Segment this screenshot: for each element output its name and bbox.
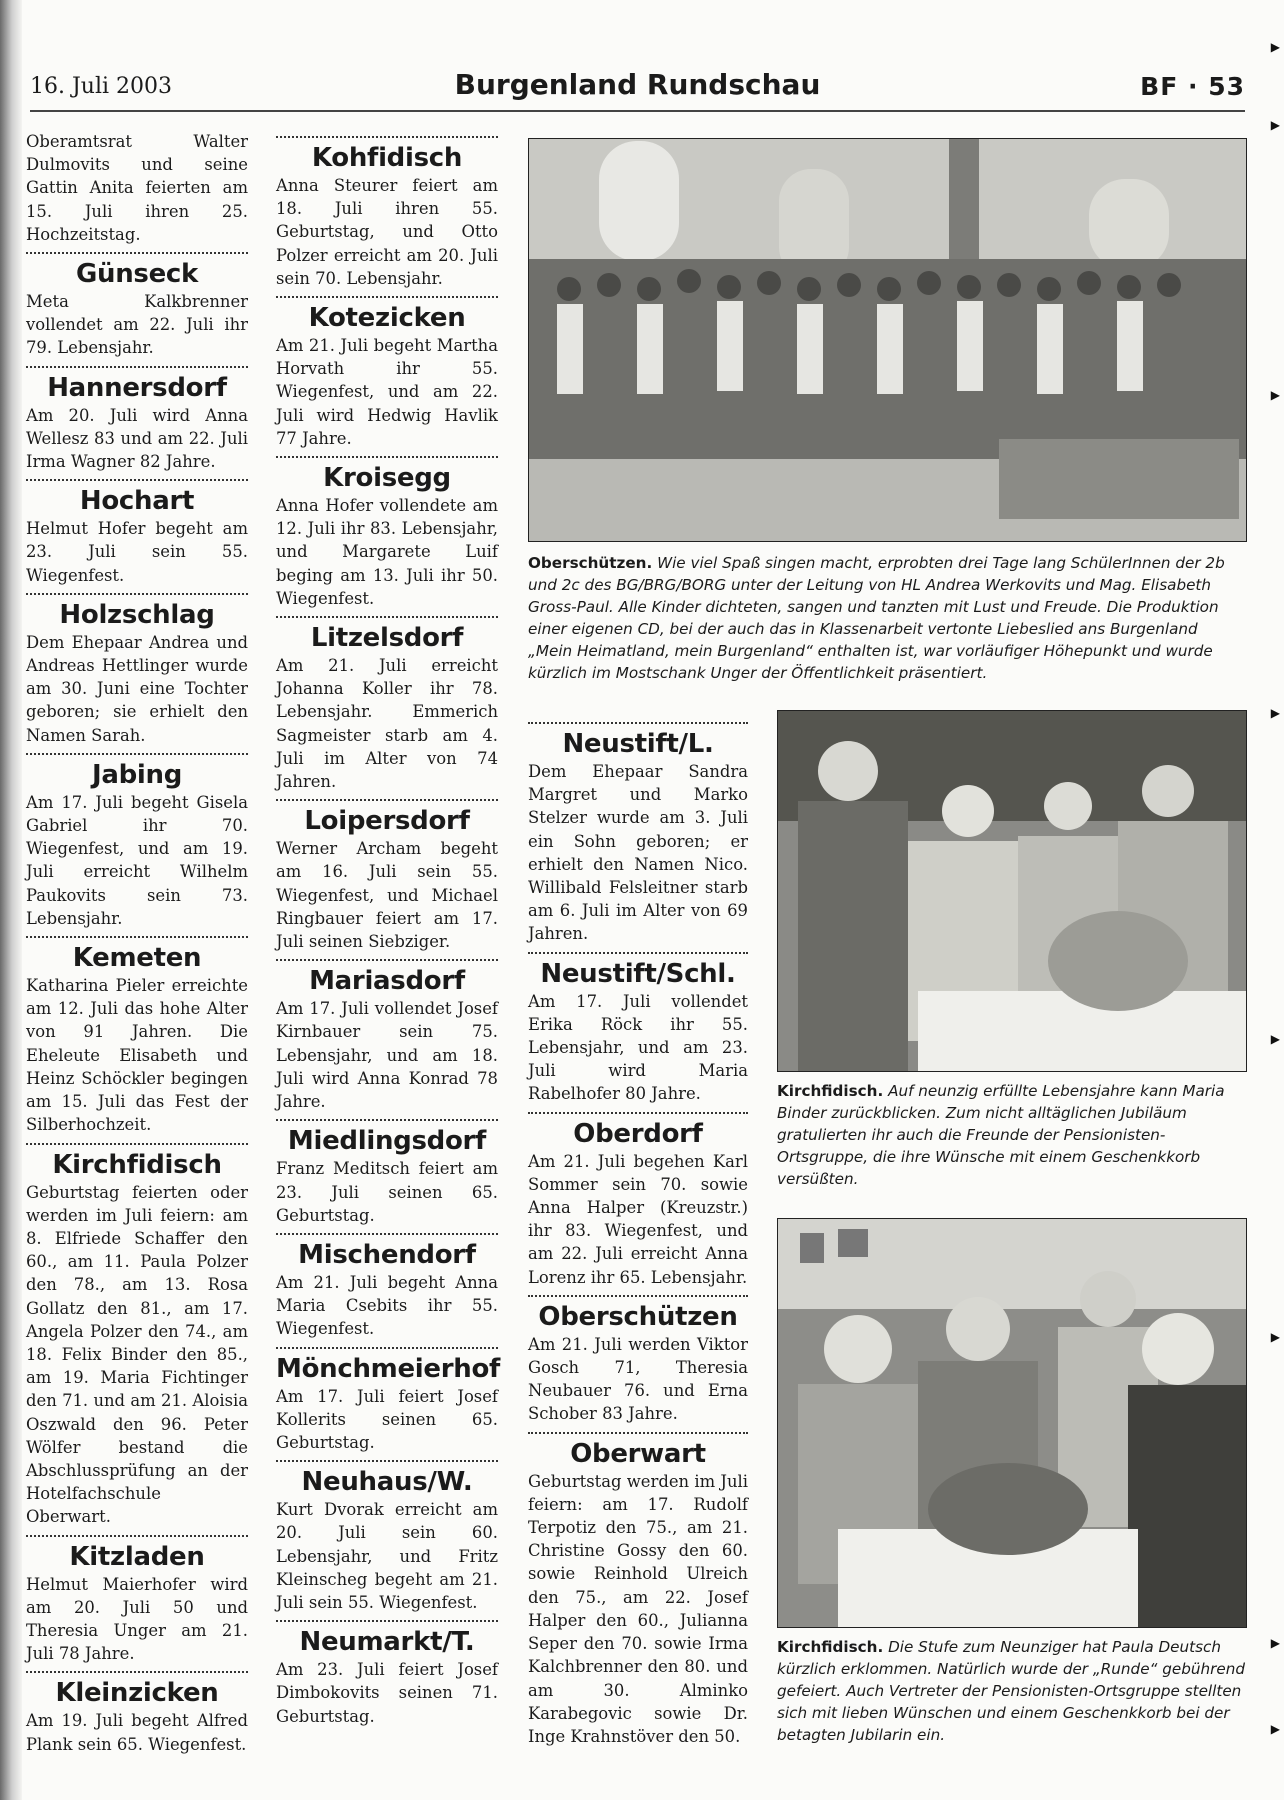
item-text: Helmut Hofer begeht am 23. Juli sein 55. Wiegenfest. xyxy=(26,519,248,585)
group-photo-image xyxy=(778,1219,1246,1627)
news-item xyxy=(528,1432,748,1748)
issue-date: 16. Juli 2003 xyxy=(30,74,173,99)
dotted-divider xyxy=(528,722,748,724)
village-heading: Loipersdorf xyxy=(304,806,470,837)
item-text: Am 17. Juli begeht Gisela Gabriel ihr 70. Wiegenfest, und am 19. Juli erreicht Wilhelm Paukovits sein 73. Lebensjahr. xyxy=(26,792,248,928)
village-heading: Kohfidisch xyxy=(311,143,463,173)
news-item xyxy=(26,1535,248,1666)
dotted-divider xyxy=(276,296,498,298)
dotted-divider xyxy=(528,1112,748,1114)
item-text: Am 17. Juli vollendet Josef Kirnbauer sein 75. Lebensjahr, und am 18. Juli wird Anna Konrad 78 Jahre. xyxy=(276,999,498,1112)
item-text: Geburtstag werden im Juli feiern: am 17. Rudolf Terpotiz den 75., am 21. Christine Gossy den 60. sowie Reinhold Ulreich den 75., am 22. Josef Halper den 60., Julianna Seper den 70. sowie Irma Kalchbrenner den 80. und am 30. Alminko Karabegovic sowie Dr. Inge Krahnstöver den 50. xyxy=(528,1471,748,1746)
village-heading: Oberdorf xyxy=(573,1118,703,1149)
dotted-divider xyxy=(276,616,498,618)
news-item xyxy=(26,753,248,930)
group-photo xyxy=(777,1218,1247,1628)
news-item xyxy=(276,1460,498,1614)
dotted-divider xyxy=(276,1347,498,1349)
dotted-divider xyxy=(26,252,248,254)
village-heading: Hochart xyxy=(79,486,195,517)
news-item xyxy=(528,1295,748,1426)
village-heading: Mischendorf xyxy=(298,1239,476,1270)
dotted-divider xyxy=(276,1620,498,1622)
news-item xyxy=(26,479,248,587)
dotted-divider xyxy=(26,366,248,368)
dotted-divider xyxy=(276,1233,498,1235)
caption-place: Oberschützen. xyxy=(528,554,653,572)
item-text: Am 21. Juli erreicht Johanna Koller ihr 78. Lebensjahr. Emmerich Sagmeister starb am 4. Juli im Alter von 74 Jahren. xyxy=(276,656,498,792)
margin-marker: ▶ xyxy=(1270,40,1280,54)
village-heading: Mönchmeierhof xyxy=(276,1353,501,1384)
item-text: Am 21. Juli begeht Anna Maria Csebits ihr 55. Wiegenfest. xyxy=(276,1272,498,1339)
item-text: Dem Ehepaar Andrea und Andreas Hettlinger wurde am 30. Juni eine Tochter geboren; sie erhielt den Namen Sarah. xyxy=(26,632,248,745)
item-text: Am 20. Juli wird Anna Wellesz 83 und am 22. Juli Irma Wagner 82 Jahre. xyxy=(26,405,248,472)
margin-marker: ▶ xyxy=(1270,1032,1280,1046)
item-text: Dem Ehepaar Sandra Margret und Marko Stelzer wurde am 3. Juli ein Sohn geboren; er erhielt den Namen Nico. Willibald Felsleitner starb am 6. Juli im Alter von 69 Jahren. xyxy=(528,762,748,944)
item-text: Am 23. Juli feiert Josef Dimbokovits seinen 71. Geburtstag. xyxy=(276,1660,498,1726)
news-item xyxy=(26,130,248,246)
news-item xyxy=(26,593,248,747)
dotted-divider xyxy=(528,952,748,954)
dotted-divider xyxy=(276,1460,498,1462)
village-heading: Neumarkt/T. xyxy=(299,1627,475,1658)
item-text: Anna Steurer feiert am 18. Juli ihren 55. Geburtstag, und Otto Polzer erreicht am 20. Juli sein 70. Lebensjahr. xyxy=(276,176,498,288)
news-item xyxy=(276,799,498,953)
item-text: Am 19. Juli begeht Alfred Plank sein 65. Wiegenfest. xyxy=(26,1711,248,1754)
margin-marker: ▶ xyxy=(1270,1722,1280,1736)
village-heading: Kitzladen xyxy=(69,1541,205,1572)
item-text: Am 21. Juli werden Viktor Gosch 71, Theresia Neubauer 76. und Erna Schober 83 Jahre. xyxy=(528,1334,748,1424)
dotted-divider xyxy=(26,1143,248,1145)
group-caption-2 xyxy=(777,1080,1247,1190)
item-text: Meta Kalkbrenner vollendet am 22. Juli ihr 79. Lebensjahr. xyxy=(26,292,248,358)
column-1 xyxy=(26,130,248,1756)
dotted-divider xyxy=(26,1671,248,1673)
village-heading: Mariasdorf xyxy=(309,966,465,997)
news-item xyxy=(26,252,248,360)
caption-text: Die Stufe zum Neunziger hat Paula Deutsch kürzlich erklommen. Natürlich wurde der „Runde“ gebührend gefeiert. Auch Vertreter der Pensionisten-Ortsgruppe stellten sich mit lieben Wünschen und einem Geschenkkorb bei der betagten Jubilarin ein. xyxy=(777,1638,1245,1744)
village-heading: Neustift/Schl. xyxy=(540,958,736,989)
choir-photo-image xyxy=(529,139,1246,541)
news-item xyxy=(528,722,748,946)
group-photo xyxy=(777,710,1247,1072)
column-2 xyxy=(276,130,501,1728)
news-item xyxy=(276,1347,501,1455)
village-heading: Miedlingsdorf xyxy=(287,1126,487,1157)
news-item xyxy=(276,1119,498,1227)
item-text: Werner Archam begeht am 16. Juli sein 55. Wiegenfest, und Michael Ringbauer feiert am 17. Juli seinen Siebziger. xyxy=(276,839,498,952)
item-text: Anna Hofer vollendete am 12. Juli ihr 83. Lebensjahr, und Margarete Luif beging am 13. Juli ihr 50. Wiegenfest. xyxy=(276,496,498,608)
caption-place: Kirchfidisch. xyxy=(777,1638,884,1656)
caption-place: Kirchfidisch. xyxy=(777,1082,884,1100)
item-text: Kurt Dvorak erreicht am 20. Juli sein 60. Lebensjahr, und Fritz Kleinscheg begeht am 21. Juli sein 55. Wiegenfest. xyxy=(276,1500,498,1612)
village-heading: Jabing xyxy=(91,759,183,790)
dotted-divider xyxy=(26,593,248,595)
dotted-divider xyxy=(276,1119,498,1121)
dotted-divider xyxy=(276,136,498,138)
village-heading: Günseck xyxy=(75,259,199,290)
group-photo-image xyxy=(778,711,1246,1071)
news-item xyxy=(528,1112,748,1289)
news-item xyxy=(26,366,248,474)
news-item xyxy=(276,1620,498,1728)
village-heading: Neustift/L. xyxy=(562,729,714,759)
village-heading: Hannersdorf xyxy=(47,372,227,403)
caption-text: Auf neunzig erfüllte Lebensjahre kann Maria Binder zurückblicken. Zum nicht alltäglichen Jubiläum gratulierten ihr auch die Freunde der Pensionisten-Ortsgruppe, die ihre Wünsche mit einem Geschenkkorb versüßten. xyxy=(777,1082,1225,1188)
choir-photo xyxy=(528,138,1247,542)
item-text: Oberamtsrat Walter Dulmovits und seine Gattin Anita feierten am 15. Juli ihren 25. Hochzeitstag. xyxy=(26,132,248,244)
news-item xyxy=(276,1233,498,1341)
item-text: Am 17. Juli feiert Josef Kollerits seinen 65. Geburtstag. xyxy=(276,1386,498,1452)
scan-edge xyxy=(0,0,22,1800)
newspaper-title: Burgenland Rundschau xyxy=(454,68,821,101)
item-text: Franz Meditsch feiert am 23. Juli seinen 65. Geburtstag. xyxy=(276,1159,498,1225)
page-header xyxy=(30,66,1245,112)
news-item xyxy=(26,1671,248,1755)
margin-marker: ▶ xyxy=(1270,706,1280,720)
dotted-divider xyxy=(276,959,498,961)
news-item xyxy=(26,1143,248,1529)
news-item xyxy=(528,952,748,1106)
choir-caption xyxy=(528,552,1246,684)
village-heading: Oberschützen xyxy=(538,1301,738,1332)
dotted-divider xyxy=(276,799,498,801)
margin-marker: ▶ xyxy=(1270,118,1280,132)
village-heading: Neuhaus/W. xyxy=(301,1467,473,1498)
news-item xyxy=(276,136,498,290)
item-text: Am 21. Juli begeht Martha Horvath ihr 55. Wiegenfest, und am 22. Juli wird Hedwig Havlik 77 Jahre. xyxy=(276,336,498,448)
village-heading: Kleinzicken xyxy=(55,1678,219,1709)
village-heading: Kroisegg xyxy=(323,463,451,494)
village-heading: Oberwart xyxy=(570,1438,706,1469)
dotted-divider xyxy=(26,479,248,481)
item-text: Helmut Maierhofer wird am 20. Juli 50 und Theresia Unger am 21. Juli 78 Jahre. xyxy=(26,1574,248,1664)
news-item xyxy=(276,959,498,1113)
dotted-divider xyxy=(528,1432,748,1434)
village-heading: Kirchfidisch xyxy=(52,1149,222,1180)
dotted-divider xyxy=(26,1535,248,1537)
item-text: Geburtstag feierten oder werden im Juli feiern: am 8. Elfriede Schaffer den 60., am 11. Paula Polzer den 78., am 13. Rosa Gollatz den 81., am 17. Angela Polzer den 74., am 18. Felix Binder den 85., am 19. Maria Fichtinger den 71. und am 21. Aloisia Oszwald den 96. Peter Wölfer bestand die Abschlussprüfung an der Hotelfachschule Oberwart. xyxy=(26,1182,248,1527)
village-heading: Litzelsdorf xyxy=(310,623,464,654)
dotted-divider xyxy=(26,753,248,755)
news-item xyxy=(276,616,498,793)
news-item xyxy=(276,456,498,610)
group-caption-3 xyxy=(777,1636,1247,1746)
dotted-divider xyxy=(276,456,498,458)
page-number: BF · 53 xyxy=(1140,72,1245,101)
news-item xyxy=(26,936,248,1136)
item-text: Am 21. Juli begehen Karl Sommer sein 70. sowie Anna Halper (Kreuzstr.) ihr 83. Wiegenfest, und am 22. Juli erreicht Anna Lorenz ihr 65. Lebensjahr. xyxy=(528,1151,748,1287)
margin-marker: ▶ xyxy=(1270,388,1280,402)
news-item xyxy=(276,296,498,450)
village-heading: Kemeten xyxy=(72,943,202,974)
caption-text: Wie viel Spaß singen macht, erprobten drei Tage lang SchülerInnen der 2b und 2c des BG/BRG/BORG unter der Leitung von HL Andrea Werkovits und Mag. Elisabeth Gross-Paul. Alle Kinder dichteten, sangen und tanzten mit Lust und Freude. Die Produktion einer eigenen CD, bei der auch das in Klassenarbeit vertonte Liebeslied ans Burgenland „Mein Heimatland, mein Burgenland“ enthalten ist, war vorläufiger Höhepunkt und wurde kürzlich im Mostschank Unger der Öffentlichkeit präsentiert. xyxy=(528,554,1225,682)
column-3 xyxy=(528,716,748,1748)
item-text: Am 17. Juli vollendet Erika Röck ihr 55. Lebensjahr, und am 23. Juli wird Maria Rabelhofer 80 Jahre. xyxy=(528,991,748,1104)
margin-marker: ▶ xyxy=(1270,1636,1280,1650)
item-text: Katharina Pieler erreichte am 12. Juli das hohe Alter von 91 Jahren. Die Eheleute Elisabeth und Heinz Schöckler begingen am 15. Juli das Fest der Silberhochzeit. xyxy=(26,976,248,1135)
village-heading: Holzschlag xyxy=(59,599,215,630)
dotted-divider xyxy=(26,936,248,938)
dotted-divider xyxy=(528,1295,748,1297)
village-heading: Kotezicken xyxy=(308,303,466,334)
margin-marker: ▶ xyxy=(1270,1330,1280,1344)
